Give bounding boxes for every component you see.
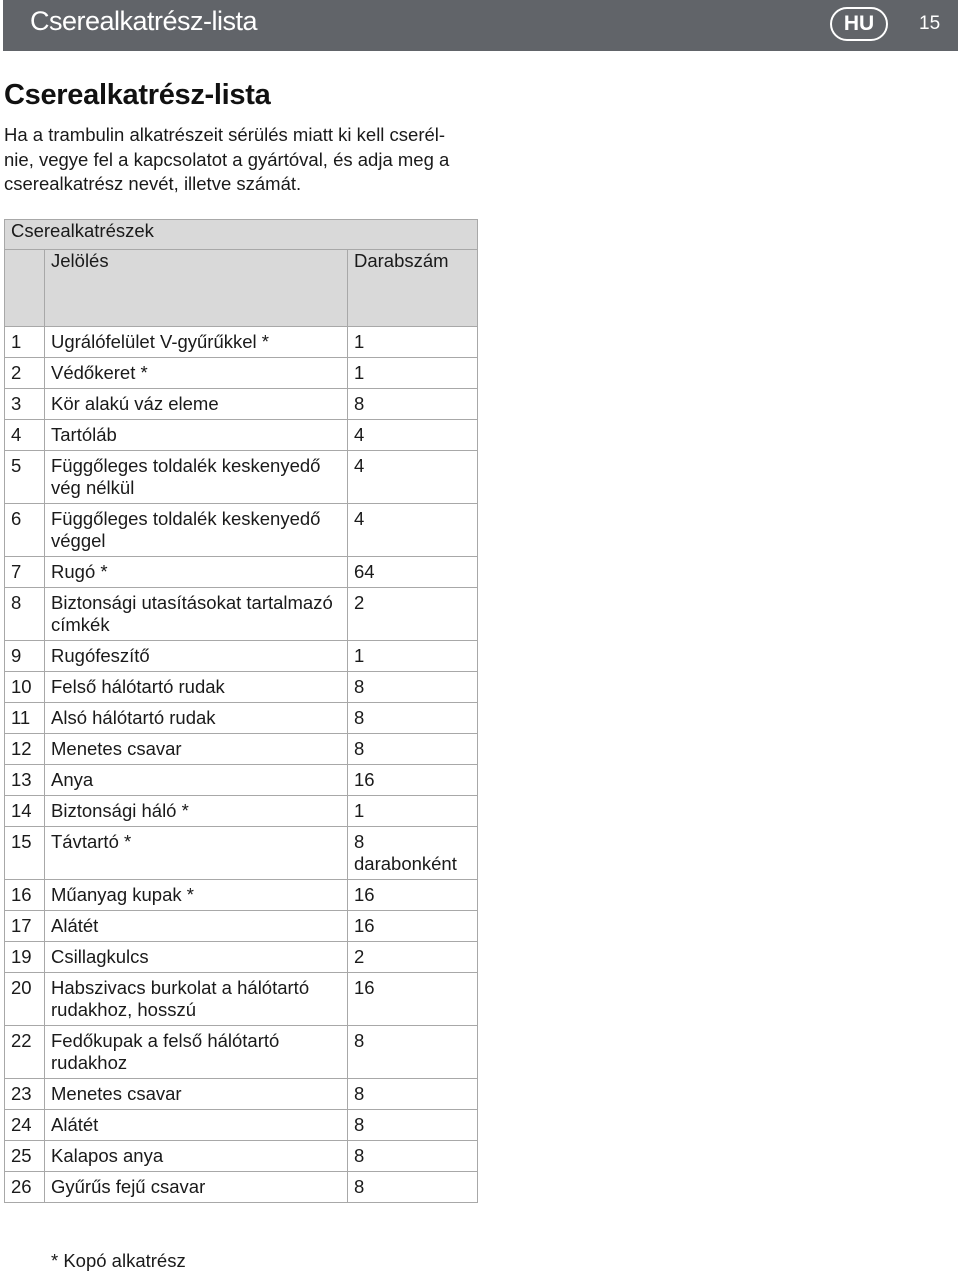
row-label: Kör alakú váz eleme [45, 389, 348, 420]
row-quantity: 8 [348, 1079, 478, 1110]
row-quantity: 16 [348, 973, 478, 1026]
row-label: Rugófeszítő [45, 641, 348, 672]
row-label: Ugrálófelület V-gyűrűkkel * [45, 327, 348, 358]
table-row [5, 327, 478, 358]
row-quantity: 8 [348, 1172, 478, 1203]
table-row [5, 1141, 478, 1172]
row-quantity: 1 [348, 358, 478, 389]
row-quantity: 8 [348, 1110, 478, 1141]
row-number: 13 [5, 765, 45, 796]
table-row [5, 827, 478, 880]
row-quantity: 1 [348, 327, 478, 358]
header-label-cell: Jelölés [45, 250, 348, 327]
row-label: Rugó * [45, 557, 348, 588]
row-number: 15 [5, 827, 45, 880]
row-label: Fedőkupak a felső hálótartó rudakhoz [45, 1026, 348, 1079]
row-quantity: 4 [348, 504, 478, 557]
row-number: 7 [5, 557, 45, 588]
row-number: 20 [5, 973, 45, 1026]
row-number: 16 [5, 880, 45, 911]
row-quantity: 2 [348, 588, 478, 641]
row-quantity: 8 [348, 672, 478, 703]
row-number: 14 [5, 796, 45, 827]
table-row [5, 451, 478, 504]
page-number: 15 [919, 13, 941, 34]
row-label: Távtartó * [45, 827, 348, 880]
row-label: Tartóláb [45, 420, 348, 451]
row-quantity: 16 [348, 880, 478, 911]
row-number: 8 [5, 588, 45, 641]
row-quantity: 16 [348, 911, 478, 942]
header-qty-cell: Darabszám [348, 250, 478, 327]
row-number: 23 [5, 1079, 45, 1110]
row-number: 5 [5, 451, 45, 504]
header-title: Cserealkatrész-lista [30, 6, 258, 36]
table-row [5, 1079, 478, 1110]
row-quantity: 8 [348, 734, 478, 765]
row-label: Csillagkulcs [45, 942, 348, 973]
row-quantity: 4 [348, 420, 478, 451]
intro-paragraph: Ha a trambulin alkatrészeit sérülés miatt ki kell cserélnie, vegye fel a kapcsolatot a gyártóval, és adja meg a cserealkatrész nevét, illetve számát. [4, 124, 450, 194]
page-title: Cserealkatrész-lista [4, 79, 271, 111]
row-number: 24 [5, 1110, 45, 1141]
row-label: Habszivacs burkolat a hálótartó rudakhoz, hosszú [45, 973, 348, 1026]
row-label: Kalapos anya [45, 1141, 348, 1172]
row-quantity: 64 [348, 557, 478, 588]
row-number: 11 [5, 703, 45, 734]
row-quantity: 4 [348, 451, 478, 504]
table-row [5, 973, 478, 1026]
row-quantity: 1 [348, 796, 478, 827]
row-label: Alátét [45, 1110, 348, 1141]
row-quantity: 8 [348, 389, 478, 420]
row-number: 1 [5, 327, 45, 358]
row-number: 12 [5, 734, 45, 765]
row-label: Anya [45, 765, 348, 796]
language-badge: HU [830, 7, 888, 41]
row-number: 17 [5, 911, 45, 942]
row-label: Védőkeret * [45, 358, 348, 389]
row-quantity: 8 [348, 703, 478, 734]
table-row [5, 703, 478, 734]
row-quantity: 16 [348, 765, 478, 796]
row-label: Függőleges toldalék keskenyedő véggel [45, 504, 348, 557]
row-number: 10 [5, 672, 45, 703]
row-number: 19 [5, 942, 45, 973]
row-label: Alsó hálótartó rudak [45, 703, 348, 734]
table-row [5, 1110, 478, 1141]
row-number: 6 [5, 504, 45, 557]
table-row [5, 1026, 478, 1079]
row-label: Felső hálótartó rudak [45, 672, 348, 703]
table-row [5, 420, 478, 451]
row-label: Menetes csavar [45, 1079, 348, 1110]
table-row [5, 672, 478, 703]
table-row [5, 796, 478, 827]
row-label: Függőleges toldalék keskenyedő vég nélkül [45, 451, 348, 504]
table-row [5, 765, 478, 796]
table-row [5, 641, 478, 672]
table-row [5, 880, 478, 911]
row-quantity: 8 [348, 1141, 478, 1172]
table-row [5, 389, 478, 420]
table-row [5, 1172, 478, 1203]
table-header-row [5, 250, 478, 327]
row-number: 4 [5, 420, 45, 451]
row-number: 25 [5, 1141, 45, 1172]
table-row [5, 734, 478, 765]
page-header [3, 0, 958, 51]
table-caption-row [5, 220, 478, 250]
row-number: 2 [5, 358, 45, 389]
row-quantity: 1 [348, 641, 478, 672]
row-quantity: 8 darabonként [348, 827, 478, 880]
table-caption: Cserealkatrészek [5, 220, 478, 250]
table-row [5, 504, 478, 557]
row-number: 26 [5, 1172, 45, 1203]
table-body [5, 327, 478, 1203]
row-label: Biztonsági utasításokat tartalmazó címkék [45, 588, 348, 641]
header-number-cell [5, 250, 45, 327]
row-label: Menetes csavar [45, 734, 348, 765]
row-quantity: 8 [348, 1026, 478, 1079]
row-label: Biztonsági háló * [45, 796, 348, 827]
row-label: Gyűrűs fejű csavar [45, 1172, 348, 1203]
table-row [5, 588, 478, 641]
spare-parts-table [4, 219, 478, 1203]
table-row [5, 942, 478, 973]
table-row [5, 557, 478, 588]
row-label: Műanyag kupak * [45, 880, 348, 911]
table-row [5, 358, 478, 389]
row-quantity: 2 [348, 942, 478, 973]
row-label: Alátét [45, 911, 348, 942]
row-number: 3 [5, 389, 45, 420]
row-number: 22 [5, 1026, 45, 1079]
table-row [5, 911, 478, 942]
footnote: * Kopó alkatrész [51, 1250, 186, 1271]
row-number: 9 [5, 641, 45, 672]
